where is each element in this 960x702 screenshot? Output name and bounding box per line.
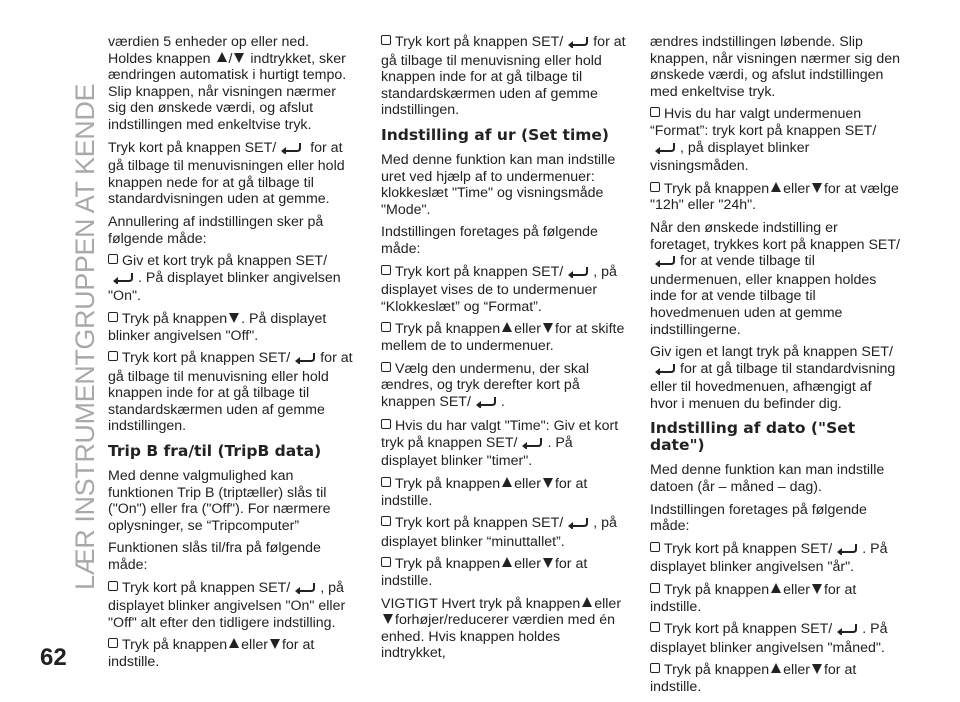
step — [650, 662, 900, 695]
bullet-icon — [381, 35, 391, 45]
text: for at gå tilbage til menuvisning eller hold knappen inde for at gå tilbage til standardskærmen uden af gemme indstillingen. — [381, 34, 626, 119]
text: Tryk kort på knappen SET/ — [395, 263, 564, 280]
paragraph — [108, 34, 356, 134]
text: for at skifte mellem de to undermenuer. — [381, 321, 625, 354]
bullet-icon — [381, 265, 391, 275]
enter-icon — [836, 543, 858, 560]
text: Tryk på knappen — [122, 310, 228, 327]
text: Hvis du har valgt undermenuen “Format”: tryk kort på knappen SET/ — [650, 106, 877, 139]
enter-icon — [654, 142, 676, 159]
text: Tryk på knappen — [395, 556, 501, 573]
bullet-icon — [381, 322, 391, 332]
bullet-icon — [650, 583, 660, 593]
bullet-icon — [650, 182, 660, 192]
text: indtrykket, sker ændringen automatisk i hurtigt tempo. Slip knappen, når visningen nærmer sig den ønskede værdi, og afslut indstillingen med enkeltvise tryk. — [108, 50, 347, 133]
text: . På displayet blinker "timer". — [381, 434, 573, 470]
text: . På displayet blinker angivelsen "On". — [108, 269, 341, 305]
step — [108, 253, 356, 305]
bullet-icon — [650, 663, 660, 673]
sidebar — [40, 30, 100, 630]
text: for at vende tilbage til undermenuen, eller knappen holdes inde for at vende tilbage til hovedmenuen uden at gemme indstillingerne. — [650, 253, 877, 338]
text: Hvis du har valgt "Time": Giv et kort tryk på knappen SET/ — [381, 418, 619, 451]
step — [650, 582, 900, 615]
column-3 — [650, 34, 900, 702]
text: Vælg den undermenu, der skal ændres, og tryk derefter kort på knappen SET/ — [381, 360, 590, 410]
arrow-down-icon — [383, 614, 393, 624]
bullet-icon — [650, 622, 660, 632]
text: VIGTIGT Hvert tryk på knappen — [381, 595, 581, 612]
step — [650, 621, 900, 656]
text: Tryk på knappen — [395, 321, 501, 338]
enter-icon — [294, 352, 316, 369]
text: forhøjer/reducerer værdien med én enhed. Hvis knappen holdes indtrykket, — [381, 612, 616, 662]
arrow-down-icon — [812, 584, 822, 594]
section-heading: Trip B fra/til (TripB data) — [108, 442, 322, 461]
step — [381, 556, 627, 589]
text: eller — [514, 321, 541, 338]
enter-icon — [567, 517, 589, 534]
paragraph: Indstillingen foretages på følgende måde: — [650, 501, 867, 535]
paragraph: Indstillingen foretages på følgende måde: — [381, 224, 598, 257]
text: Tryk kort på knappen SET/ — [122, 350, 291, 367]
enter-icon — [521, 437, 543, 454]
text: Tryk på knappen — [664, 582, 770, 599]
paragraph — [650, 220, 900, 338]
text: for at gå tilbage til menuvisning eller hold knappen inde for at gå tilbage til standardskærmen uden af gemme indstillingen. — [108, 350, 353, 435]
text: Tryk kort på knappen SET/ — [664, 621, 833, 638]
text: Når den ønskede indstilling er foretaget, trykkes kort på knappen SET/ — [650, 219, 900, 253]
step — [381, 476, 627, 509]
bullet-icon — [108, 351, 118, 361]
paragraph: ændres indstillingen løbende. Slip knappen, når visningen nærmer sig den ønskede værdi, og afslut indstillingen med enkeltvise tryk. — [650, 34, 901, 100]
arrow-down-icon — [543, 323, 553, 333]
bullet-icon — [381, 419, 391, 429]
bullet-icon — [381, 362, 391, 372]
bullet-icon — [108, 312, 118, 322]
bullet-icon — [108, 254, 118, 264]
bullet-icon — [381, 477, 391, 487]
text: , på displayet vises de to undermenuer “Klokkeslæt” og “Format”. — [381, 263, 617, 315]
bullet-icon — [108, 581, 118, 591]
paragraph: Annullering af indstillingen sker på følgende måde: — [108, 213, 324, 247]
paragraph: Med denne funktion kan man indstille uret ved hjælp af to undermenuer: klokkeslæt "Time" og visningsmåde "Mode". — [381, 151, 616, 218]
enter-icon — [294, 582, 316, 599]
enter-icon — [112, 272, 134, 289]
text: eller — [783, 582, 810, 599]
step — [381, 34, 627, 119]
step — [108, 311, 356, 344]
text: for at vælge "12h" eller "24h". — [650, 180, 899, 214]
paragraph: Med denne funktion kan man indstille datoen (år – måned – dag). — [650, 462, 885, 496]
enter-icon — [654, 255, 676, 272]
text: for at indstille. — [381, 556, 588, 590]
step — [108, 637, 356, 670]
text: for at gå tilbage til standardvisning eller til hovedmenuen, afhængigt af hvor i menuen du befinder dig. — [650, 360, 896, 412]
arrow-down-icon — [543, 558, 553, 568]
text: eller — [241, 637, 268, 654]
paragraph: Med denne valgmulighed kan funktionen Trip B (triptæller) slås til ("On") eller fra ("Off"). For nærmere oplysninger, se “Tripcomputer” — [108, 468, 331, 534]
arrow-down-icon — [812, 664, 822, 674]
text: , på displayet blinker visningsmåden. — [650, 139, 810, 175]
arrow-up-icon — [771, 663, 781, 673]
text: . På displayet blinker angivelsen "måned". — [650, 621, 888, 656]
arrow-up-icon — [771, 583, 781, 593]
text: for at indstille. — [108, 637, 315, 670]
text: Giv igen et langt tryk på knappen SET/ — [650, 344, 893, 361]
text: Tryk på knappen — [122, 637, 228, 654]
text: eller — [514, 476, 541, 493]
step — [108, 350, 356, 435]
text: Tryk på knappen — [664, 180, 770, 197]
column-1 — [108, 34, 356, 677]
step — [650, 541, 900, 576]
text: Tryk på knappen — [664, 662, 770, 679]
paragraph — [381, 596, 627, 662]
enter-icon — [567, 266, 589, 283]
arrow-up-icon — [502, 557, 512, 567]
enter-icon — [475, 396, 497, 413]
arrow-up-icon — [502, 322, 512, 332]
arrow-down-icon — [270, 639, 280, 649]
text: eller — [783, 180, 810, 197]
text: Tryk kort på knappen SET/ — [108, 139, 277, 156]
text: . På displayet blinker angivelsen "år". — [650, 540, 888, 576]
text: for at indstille. — [650, 662, 857, 695]
arrow-down-icon — [229, 313, 239, 323]
text: Giv et kort tryk på knappen SET/ — [122, 253, 328, 270]
text: Tryk kort på knappen SET/ — [122, 579, 291, 596]
text: Tryk kort på knappen SET/ — [395, 515, 564, 532]
arrow-up-icon — [229, 638, 239, 648]
arrow-up-icon — [771, 182, 781, 192]
column-2 — [381, 34, 627, 668]
section-heading: Indstilling af dato ("Set date") — [650, 419, 856, 455]
page-number: 62 — [40, 644, 67, 671]
step — [381, 515, 627, 550]
bullet-icon — [108, 638, 118, 648]
section-heading: Indstilling af ur (Set time) — [381, 125, 610, 144]
bullet-icon — [381, 516, 391, 526]
text: Tryk kort på knappen SET/ — [395, 34, 564, 50]
paragraph: Funktionen slås til/fra på følgende måde: — [108, 540, 321, 574]
arrow-up-icon — [502, 477, 512, 487]
enter-icon — [280, 142, 302, 159]
step — [108, 580, 356, 632]
text: for at gå tilbage til menuvisningen eller hold knappen nede for at gå tilbage til standardvisningen uden at gemme. — [108, 139, 345, 208]
section-title: LÆR INSTRUMENTGRUPPEN AT KENDE — [70, 83, 100, 590]
bullet-icon — [650, 107, 660, 117]
step — [381, 264, 627, 316]
step — [381, 418, 627, 470]
arrow-up-icon — [582, 597, 592, 607]
text: Tryk på knappen — [395, 476, 501, 493]
paragraph — [108, 140, 356, 208]
enter-icon — [836, 623, 858, 640]
step — [650, 181, 900, 214]
enter-icon — [567, 36, 589, 53]
arrow-down-icon — [812, 183, 822, 193]
text: . — [500, 393, 505, 410]
step — [650, 106, 900, 174]
text: værdien 5 enheder op eller ned. Holdes knappen — [108, 34, 310, 67]
step — [381, 361, 627, 413]
paragraph — [650, 344, 900, 412]
arrow-down-icon — [234, 53, 244, 63]
text: eller — [514, 556, 541, 573]
text: , på displayet blinker “minuttallet”. — [381, 515, 617, 550]
text: Tryk kort på knappen SET/ — [664, 540, 833, 557]
text: , på displayet blinker angivelsen "On" eller "Off" alt efter den tidligere indstilling. — [108, 579, 346, 631]
bullet-icon — [650, 542, 660, 552]
text: . På displayet blinker angivelsen "Off". — [108, 310, 327, 344]
text: for at indstille. — [650, 582, 857, 615]
text: for at indstille. — [381, 476, 588, 509]
text: eller — [783, 662, 810, 679]
text: eller — [594, 595, 622, 612]
arrow-up-icon — [217, 52, 227, 62]
enter-icon — [654, 363, 676, 380]
bullet-icon — [381, 557, 391, 567]
step — [381, 321, 627, 354]
arrow-down-icon — [543, 478, 553, 488]
text: / — [228, 50, 233, 67]
